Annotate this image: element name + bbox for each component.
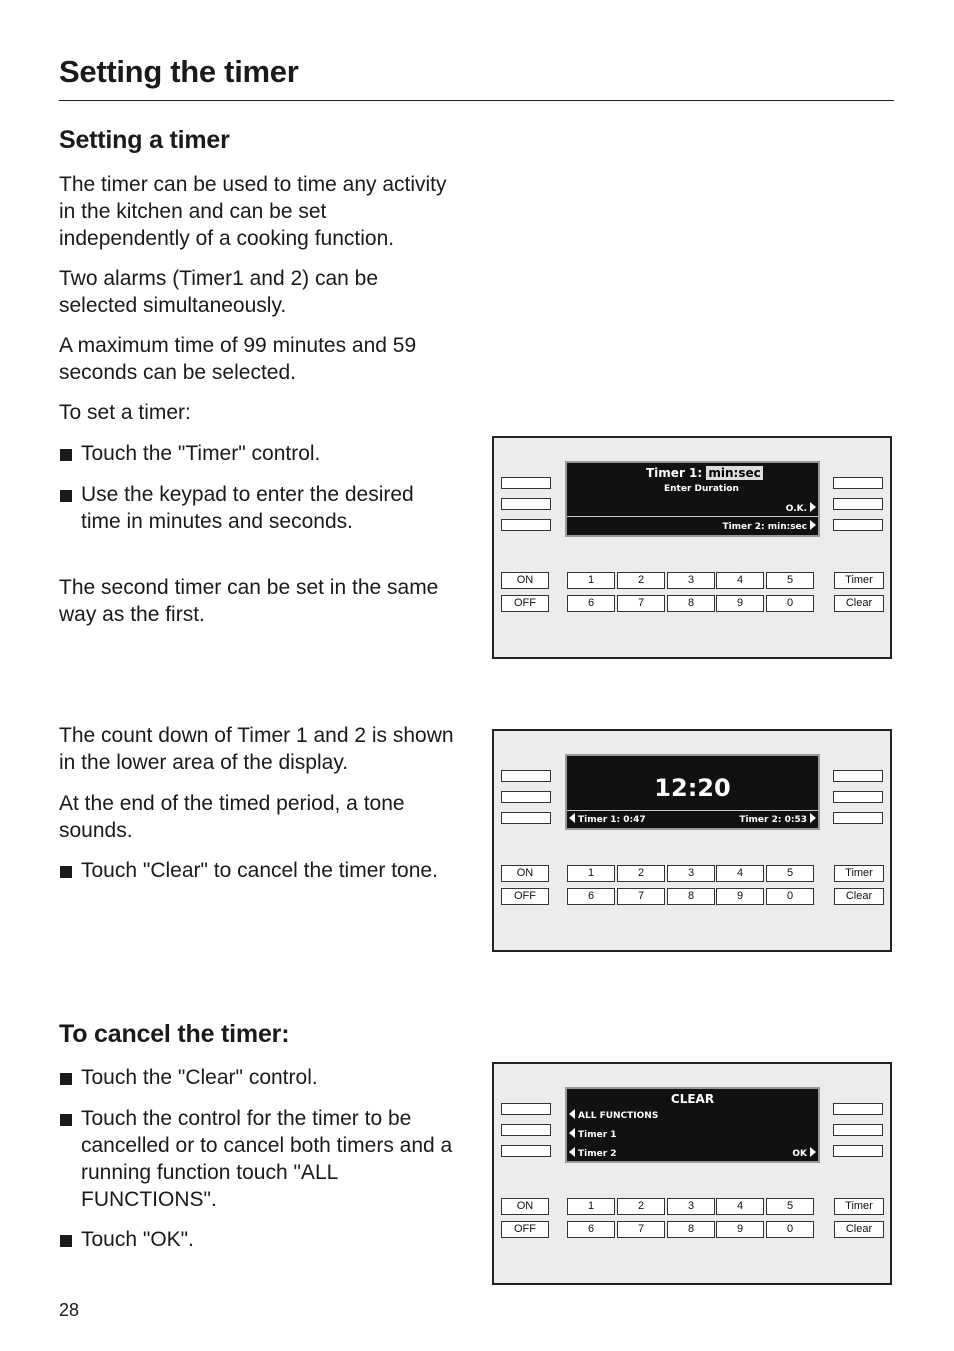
keypad-key-3[interactable]: 3 — [667, 865, 715, 882]
off-button[interactable]: OFF — [501, 888, 549, 905]
display-timer2-label: Timer 2: min:sec — [722, 522, 807, 532]
left-side-button-3[interactable] — [501, 1145, 551, 1157]
section-heading-cancel-timer: To cancel the timer: — [59, 1020, 290, 1048]
left-side-button-1[interactable] — [501, 770, 551, 782]
keypad-key-7[interactable]: 7 — [617, 595, 665, 612]
paragraph-two-alarms: Two alarms (Timer1 and 2) can be selected simultaneously. — [59, 267, 379, 317]
clear-button[interactable]: Clear — [834, 888, 884, 905]
right-side-button-2[interactable] — [833, 791, 883, 803]
bullet-text: Touch the "Clear" control. — [81, 1066, 318, 1089]
timer-button[interactable]: Timer — [834, 1198, 884, 1215]
keypad-key-9[interactable]: 9 — [716, 595, 764, 612]
page-number: 28 — [59, 1300, 80, 1320]
keypad-key-5[interactable]: 5 — [766, 865, 814, 882]
display-all-functions-option[interactable] — [569, 1109, 658, 1121]
display-timer2-label: Timer 2 — [578, 1149, 617, 1159]
timer-button[interactable]: Timer — [834, 865, 884, 882]
arrow-right-icon — [810, 1147, 816, 1157]
paragraph-second-timer: The second timer can be set in the same way as the first. — [59, 576, 439, 626]
arrow-left-icon — [569, 1147, 575, 1157]
display-timer1-label: Timer 1: 0:47 — [578, 815, 646, 825]
keypad-key-5[interactable]: 5 — [766, 572, 814, 589]
keypad-key-6[interactable]: 6 — [567, 595, 615, 612]
off-button[interactable]: OFF — [501, 1221, 549, 1238]
bullet-touch-timer-control — [59, 1105, 459, 1213]
bullet-square-icon — [60, 449, 72, 461]
keypad-key-9[interactable]: 9 — [716, 1221, 764, 1238]
bullet-touch-clear-control — [59, 1064, 459, 1091]
keypad-key-8[interactable]: 8 — [667, 595, 715, 612]
keypad-key-0[interactable]: 0 — [766, 595, 814, 612]
right-side-button-2[interactable] — [833, 1124, 883, 1136]
paragraph-tone-sounds: At the end of the timed period, a tone sounds. — [59, 792, 405, 842]
display-ok-option[interactable] — [786, 502, 816, 514]
section-heading-setting-a-timer: Setting a timer — [59, 126, 230, 154]
display-title-field: min:sec — [708, 466, 761, 480]
display-screen — [565, 1087, 820, 1163]
display-title — [646, 466, 763, 480]
left-side-button-3[interactable] — [501, 812, 551, 824]
display-timer1-countdown[interactable] — [569, 813, 646, 825]
paragraph-timer-intro: The timer can be used to time any activity in the kitchen and can be set independently of a cooking function. — [59, 173, 447, 250]
keypad-key-4[interactable]: 4 — [716, 572, 764, 589]
display-subtitle: Enter Duration — [664, 484, 739, 494]
right-side-button-1[interactable] — [833, 1103, 883, 1115]
display-divider — [567, 516, 818, 517]
right-side-button-3[interactable] — [833, 812, 883, 824]
keypad-key-1[interactable]: 1 — [567, 865, 615, 882]
clear-button[interactable]: Clear — [834, 595, 884, 612]
arrow-right-icon — [810, 520, 816, 530]
keypad-key-4[interactable]: 4 — [716, 1198, 764, 1215]
right-side-button-3[interactable] — [833, 519, 883, 531]
arrow-left-icon — [569, 1109, 575, 1119]
display-screen — [565, 754, 820, 830]
keypad-key-8[interactable]: 8 — [667, 888, 715, 905]
bullet-text: Touch "OK". — [81, 1228, 194, 1251]
bullet-touch-ok — [59, 1226, 459, 1253]
keypad-key-2[interactable]: 2 — [617, 865, 665, 882]
page-title: Setting the timer — [59, 54, 299, 89]
bullet-touch-timer — [59, 440, 459, 467]
control-panel-countdown — [492, 729, 892, 952]
display-timer1-option[interactable] — [569, 1128, 617, 1140]
display-timer1-label: Timer 1 — [578, 1130, 617, 1140]
display-clock: 12:20 — [654, 774, 731, 802]
keypad-key-1[interactable]: 1 — [567, 572, 615, 589]
paragraph-to-set-timer: To set a timer: — [59, 401, 191, 424]
on-button[interactable]: ON — [501, 865, 549, 882]
clear-button[interactable]: Clear — [834, 1221, 884, 1238]
display-all-functions-label: ALL FUNCTIONS — [578, 1111, 659, 1121]
left-side-button-1[interactable] — [501, 477, 551, 489]
keypad-key-7[interactable]: 7 — [617, 888, 665, 905]
arrow-left-icon — [569, 813, 575, 823]
display-ok-option[interactable] — [792, 1147, 816, 1159]
right-side-button-1[interactable] — [833, 477, 883, 489]
keypad-key-6[interactable]: 6 — [567, 888, 615, 905]
bullet-touch-clear-tone — [59, 857, 459, 884]
bullet-square-icon — [60, 1114, 72, 1126]
display-timer2-countdown[interactable] — [739, 813, 816, 825]
title-divider — [59, 100, 894, 101]
keypad-key-0[interactable]: 0 — [766, 888, 814, 905]
keypad-key-4[interactable]: 4 — [716, 865, 764, 882]
right-side-button-3[interactable] — [833, 1145, 883, 1157]
keypad-key-2[interactable]: 2 — [617, 572, 665, 589]
keypad-key-1[interactable]: 1 — [567, 1198, 615, 1215]
bullet-text: Touch the "Timer" control. — [81, 442, 321, 465]
display-title-prefix: Timer 1: — [646, 466, 703, 480]
paragraph-maximum-time: A maximum time of 99 minutes and 59 seconds can be selected. — [59, 334, 417, 384]
left-side-button-2[interactable] — [501, 1124, 551, 1136]
left-side-button-3[interactable] — [501, 519, 551, 531]
display-timer2-option[interactable] — [722, 520, 816, 532]
right-side-button-1[interactable] — [833, 770, 883, 782]
left-side-button-1[interactable] — [501, 1103, 551, 1115]
arrow-left-icon — [569, 1128, 575, 1138]
control-panel-clear — [492, 1062, 892, 1285]
on-button[interactable]: ON — [501, 572, 549, 589]
display-ok-label: O.K. — [785, 504, 807, 514]
keypad-key-9[interactable]: 9 — [716, 888, 764, 905]
display-screen — [565, 461, 820, 537]
arrow-right-icon — [810, 813, 816, 823]
bullet-text: Use the keypad to enter the desired time in minutes and seconds. — [81, 483, 414, 533]
keypad-key-7[interactable]: 7 — [617, 1221, 665, 1238]
paragraph-countdown: The count down of Timer 1 and 2 is shown in the lower area of the display. — [59, 724, 454, 774]
keypad-key-5[interactable]: 5 — [766, 1198, 814, 1215]
bullet-square-icon — [60, 1235, 72, 1247]
timer-button[interactable]: Timer — [834, 572, 884, 589]
control-panel-set-timer — [492, 436, 892, 659]
display-timer2-label: Timer 2: 0:53 — [739, 815, 807, 825]
keypad-key-6[interactable]: 6 — [567, 1221, 615, 1238]
keypad-key-0[interactable]: 0 — [766, 1221, 814, 1238]
left-side-button-2[interactable] — [501, 791, 551, 803]
keypad-key-8[interactable]: 8 — [667, 1221, 715, 1238]
arrow-right-icon — [810, 502, 816, 512]
left-side-button-2[interactable] — [501, 498, 551, 510]
display-divider — [567, 810, 818, 811]
display-ok-label: OK — [792, 1149, 807, 1159]
display-title: CLEAR — [670, 1092, 715, 1106]
on-button[interactable]: ON — [501, 1198, 549, 1215]
bullet-text: Touch the control for the timer to be cancelled or to cancel both timers and a running function touch "ALL FUNCTIONS". — [81, 1107, 453, 1211]
right-side-button-2[interactable] — [833, 498, 883, 510]
display-timer2-option[interactable] — [569, 1147, 617, 1159]
keypad-key-3[interactable]: 3 — [667, 1198, 715, 1215]
bullet-use-keypad — [59, 481, 459, 535]
bullet-square-icon — [60, 490, 72, 502]
bullet-square-icon — [60, 866, 72, 878]
bullet-text: Touch "Clear" to cancel the timer tone. — [81, 859, 438, 882]
off-button[interactable]: OFF — [501, 595, 549, 612]
bullet-square-icon — [60, 1073, 72, 1085]
keypad-key-2[interactable]: 2 — [617, 1198, 665, 1215]
keypad-key-3[interactable]: 3 — [667, 572, 715, 589]
